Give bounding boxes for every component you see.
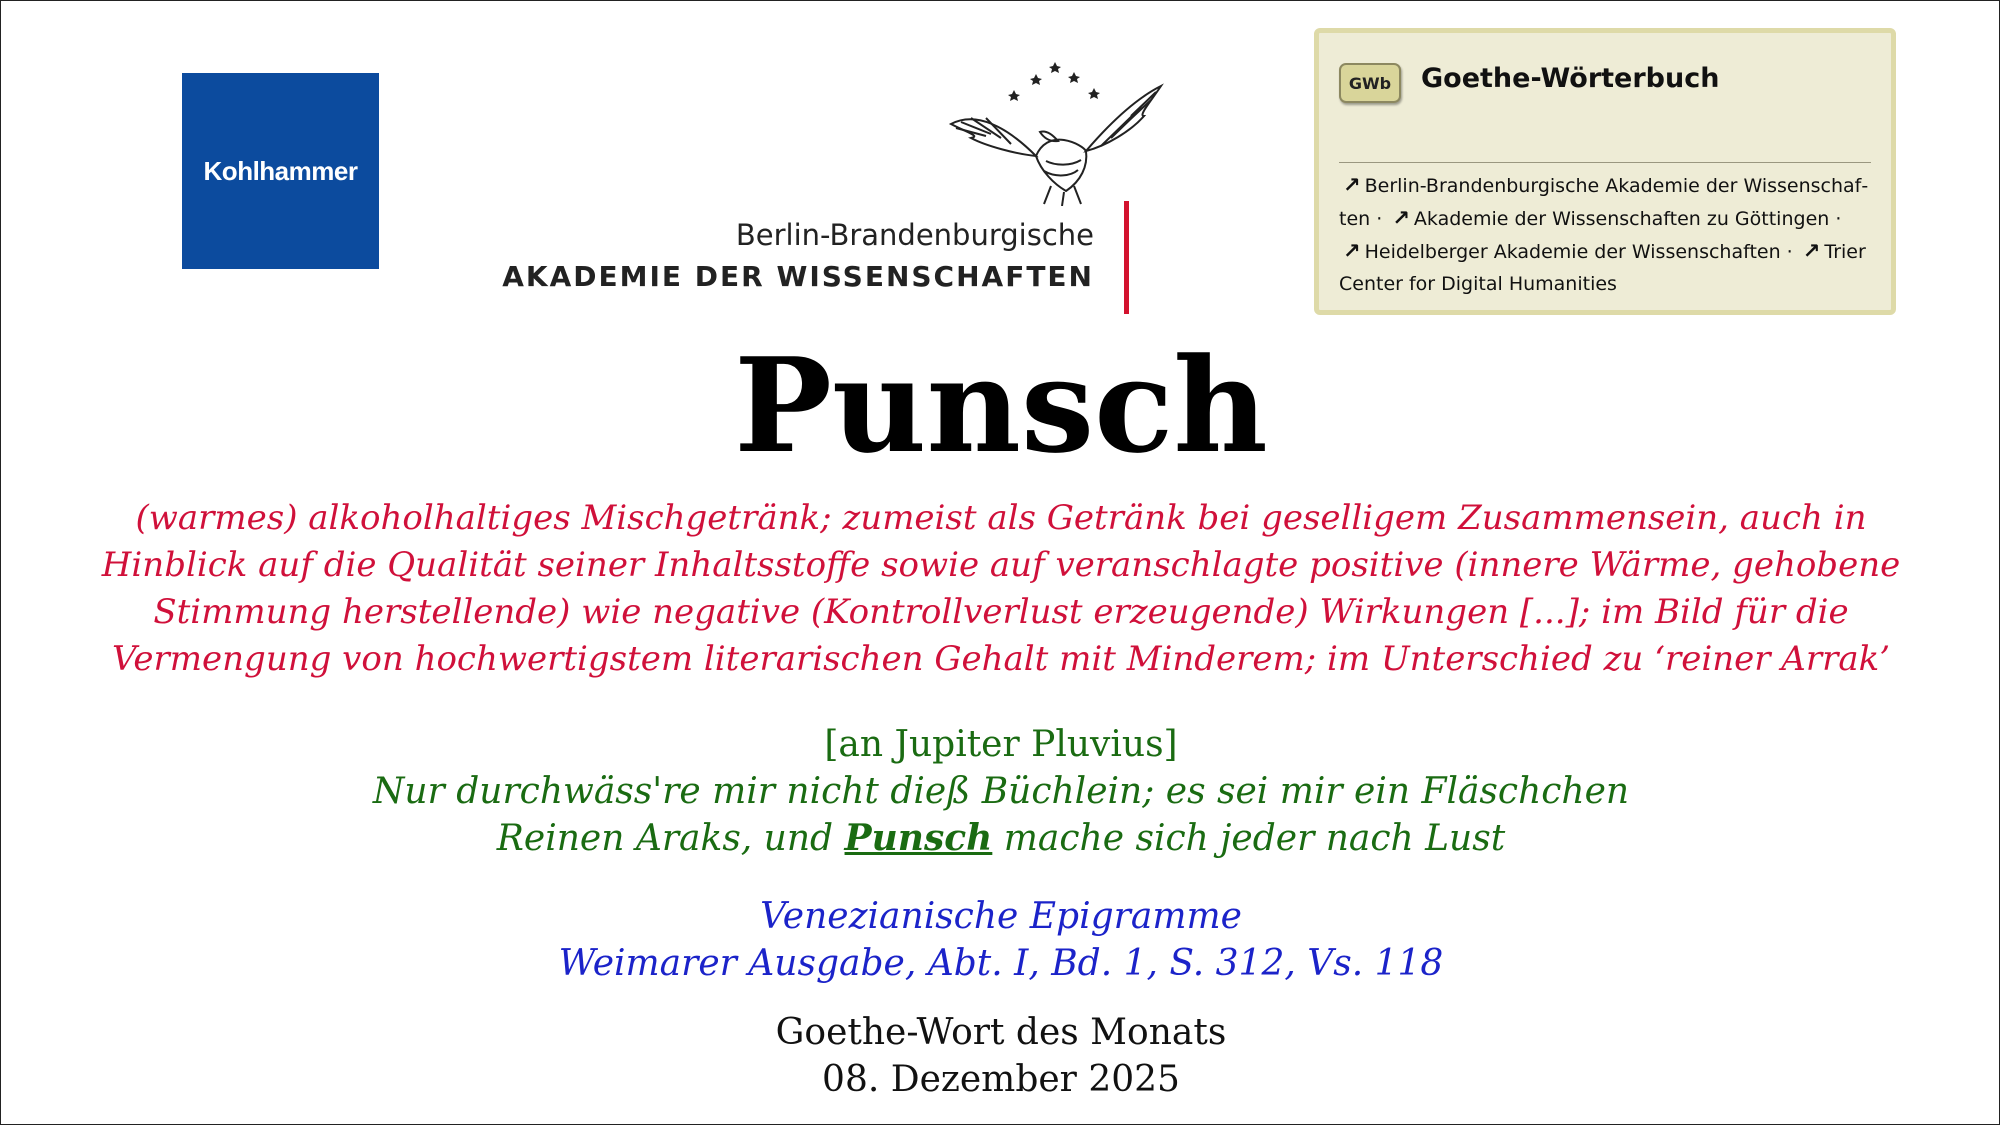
quotation bbox=[1, 721, 2000, 862]
headword-highlight: Punsch bbox=[844, 817, 993, 859]
bbaw-name-line2: AKADEMIE DER WISSENSCHAFTEN bbox=[502, 260, 1094, 293]
series-title: Goethe-Wort des Monats bbox=[775, 1012, 1227, 1053]
gwb-link-bbaw[interactable]: Berlin-Brandenburgische Akademie der Wissenschaften · bbox=[1339, 175, 1869, 230]
quote-context: [an Jupiter Pluvius] bbox=[824, 724, 1178, 765]
eagle-icon bbox=[946, 56, 1166, 206]
gwb-link-heidelberg[interactable]: Heidelberger Akademie der Wissenschaften · bbox=[1364, 241, 1793, 263]
arrow-northeast-icon: ↗ bbox=[1343, 173, 1361, 197]
arrow-northeast-icon: ↗ bbox=[1343, 239, 1361, 263]
gwb-partner-links bbox=[1339, 169, 1879, 300]
kohlhammer-logo-text: Kohlhammer bbox=[203, 155, 358, 186]
gwb-info-box bbox=[1314, 28, 1896, 315]
publication-date: 08. Dezember 2025 bbox=[822, 1059, 1180, 1100]
quote-line-2-after: mache sich jeder nach Lust bbox=[992, 818, 1506, 859]
kohlhammer-logo[interactable] bbox=[182, 73, 379, 269]
source-citation bbox=[1, 893, 2000, 987]
footer bbox=[1, 1009, 2000, 1103]
source-work: Venezianische Epigramme bbox=[760, 896, 1242, 937]
gwb-title[interactable]: Goethe-Wörterbuch bbox=[1421, 63, 1720, 94]
gwb-badge[interactable]: GWb bbox=[1339, 63, 1401, 103]
definition: (warmes) alkoholhaltiges Mischgetränk; zumeist als Getränk bei geselligem Zusammensein, auch in Hinblick auf die Qualität seiner Inhaltsstoffe sowie auf veranschlagte positive (innere Wärme, gehobene Stimmung herstellende) wie negative (Kontrollverlust erzeugende) Wirkungen [...]; im Bild für die Vermengung von hochwertigstem literarischen Gehalt mit Minderem; im Unterschied zu ‘reiner Arrak’ bbox=[101, 498, 1901, 679]
bbaw-name-line1: Berlin-Brandenburgische bbox=[735, 218, 1094, 252]
quote-line-2-before: Reinen Araks, und bbox=[496, 818, 845, 859]
bbaw-accent-bar bbox=[1124, 201, 1129, 314]
quote-line-1: Nur durchwäss're mir nicht dieß Büchlein; es sei mir ein Fläschchen bbox=[372, 771, 1630, 812]
quote-line-2 bbox=[1, 815, 2000, 862]
headword: Punsch bbox=[734, 329, 1268, 482]
gwb-divider bbox=[1339, 162, 1871, 163]
gwb-link-trier[interactable]: Trier Center for Digital Humanities bbox=[1339, 241, 1866, 295]
source-edition: Weimarer Ausgabe, Abt. I, Bd. 1, S. 312, Vs. 118 bbox=[558, 943, 1444, 984]
arrow-northeast-icon: ↗ bbox=[1392, 206, 1410, 230]
arrow-northeast-icon: ↗ bbox=[1802, 239, 1821, 263]
gwb-link-goettingen[interactable]: Akademie der Wissenschaften zu Göttingen · bbox=[1413, 208, 1842, 230]
